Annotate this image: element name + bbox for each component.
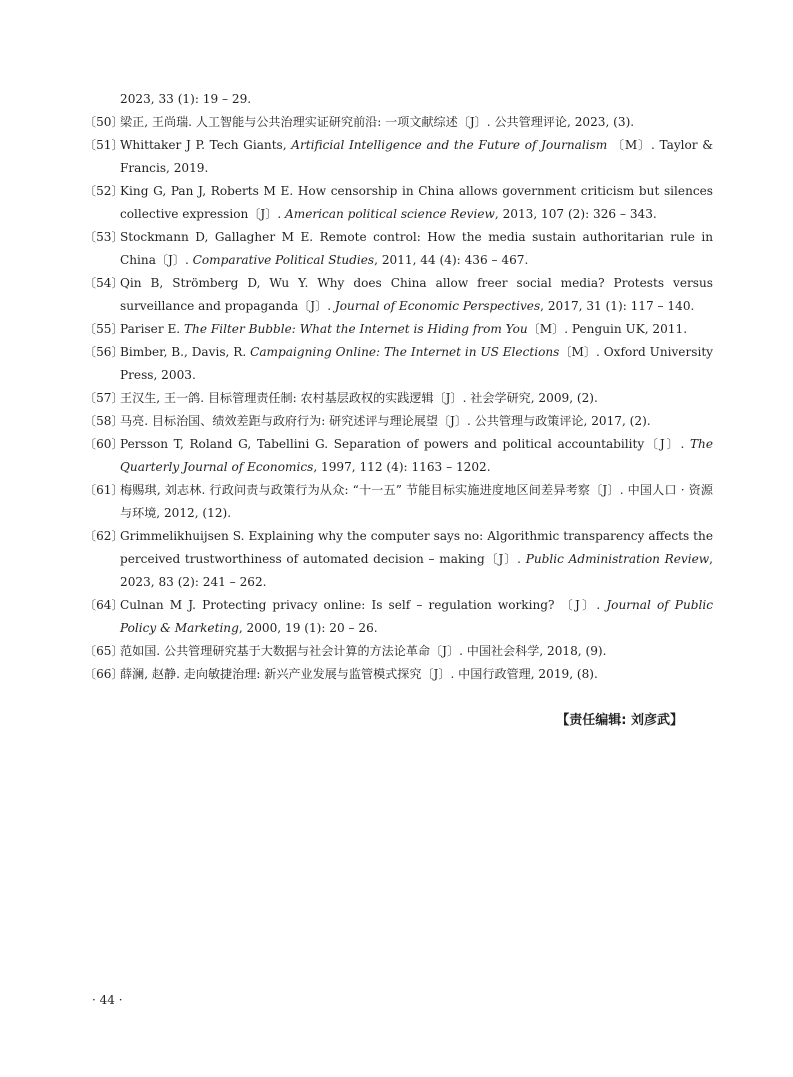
reference-item bbox=[84, 272, 713, 318]
reference-text: 〔M〕. Penguin UK, 2011. bbox=[527, 322, 688, 336]
reference-item bbox=[84, 88, 713, 111]
reference-number: 〔65〕 bbox=[84, 644, 124, 658]
reference-source-title: American political science Review bbox=[285, 207, 495, 221]
reference-number: 〔66〕 bbox=[84, 667, 124, 681]
reference-number: 〔54〕 bbox=[84, 276, 124, 290]
reference-text: Qin B, Strömberg D, Wu Y. Why does China allow freer social media? Protests versus surveillance and propaganda〔J〕. bbox=[120, 276, 713, 313]
reference-number: 〔61〕 bbox=[84, 483, 124, 497]
reference-item bbox=[84, 226, 713, 272]
reference-source-title: Artificial Intelligence and the Future of Journalism bbox=[291, 138, 608, 152]
reference-number: 〔62〕 bbox=[84, 529, 124, 543]
responsible-editor: 【责任编辑: 刘彦武】 bbox=[556, 713, 683, 728]
reference-item bbox=[84, 640, 713, 663]
reference-number: 〔52〕 bbox=[84, 184, 124, 198]
reference-number: 〔51〕 bbox=[84, 138, 124, 152]
reference-number: 〔50〕 bbox=[84, 115, 124, 129]
reference-item bbox=[84, 663, 713, 686]
reference-number: 〔56〕 bbox=[84, 345, 124, 359]
reference-text: Whittaker J P. Tech Giants, bbox=[120, 138, 292, 152]
reference-text: 范如国. 公共管理研究基于大数据与社会计算的方法论革命〔J〕. 中国社会科学, 2018, (9). bbox=[120, 644, 607, 658]
reference-text: Stockmann D, Gallagher M E. Remote control: How the media sustain authoritarian rule in China〔J〕. bbox=[120, 230, 713, 267]
reference-source-title: Public Administration Review bbox=[525, 552, 710, 566]
reference-text: , 2017, 31 (1): 117 – 140. bbox=[540, 299, 695, 313]
reference-text: 马亮. 目标治国、绩效差距与政府行为: 研究述评与理论展望〔J〕. 公共管理与政策评论, 2017, (2). bbox=[120, 414, 651, 428]
reference-text: 〔M〕. Oxford University Press, 2003. bbox=[120, 345, 714, 382]
reference-source-title: The Filter Bubble: What the Internet is Hiding from You bbox=[183, 322, 528, 336]
reference-item bbox=[84, 433, 713, 479]
reference-item bbox=[84, 387, 713, 410]
reference-text: , 2000, 19 (1): 20 – 26. bbox=[238, 621, 378, 635]
reference-item bbox=[84, 410, 713, 433]
reference-list bbox=[84, 88, 713, 686]
reference-number: 〔55〕 bbox=[84, 322, 124, 336]
reference-text: 王汉生, 王一鸽. 目标管理责任制: 农村基层政权的实践逻辑〔J〕. 社会学研究, 2009, (2). bbox=[120, 391, 598, 405]
reference-source-title: The Quarterly Journal of Economics bbox=[120, 437, 713, 474]
reference-item bbox=[84, 525, 713, 594]
reference-item bbox=[84, 341, 713, 387]
reference-item bbox=[84, 111, 713, 134]
reference-text: Persson T, Roland G, Tabellini G. Separation of powers and political accountability〔J〕. bbox=[120, 437, 690, 451]
reference-text: Culnan M J. Protecting privacy online: Is self – regulation working? 〔J〕. bbox=[120, 598, 607, 612]
reference-item bbox=[84, 318, 713, 341]
reference-item bbox=[84, 479, 713, 525]
reference-text: , 2013, 107 (2): 326 – 343. bbox=[494, 207, 657, 221]
reference-number: 〔64〕 bbox=[84, 598, 124, 612]
reference-number: 〔53〕 bbox=[84, 230, 124, 244]
reference-number: 〔58〕 bbox=[84, 414, 124, 428]
reference-source-title: Journal of Public Policy & Marketing bbox=[120, 598, 713, 635]
reference-number: 〔60〕 bbox=[84, 437, 124, 451]
reference-number: 〔57〕 bbox=[84, 391, 124, 405]
reference-text: Bimber, B., Davis, R. bbox=[120, 345, 251, 359]
reference-text: 2023, 33 (1): 19 – 29. bbox=[120, 92, 252, 106]
reference-text: 梅赐琪, 刘志林. 行政问责与政策行为从众: “十一五” 节能目标实施进度地区间差异考察〔J〕. 中国人口 · 资源与环境, 2012, (12). bbox=[120, 483, 713, 520]
reference-text: 〔M〕. Taylor & Francis, 2019. bbox=[120, 138, 714, 175]
reference-text: 薛澜, 赵静. 走向敏捷治理: 新兴产业发展与监管模式探究〔J〕. 中国行政管理, 2019, (8). bbox=[120, 667, 598, 681]
reference-text: Grimmelikhuijsen S. Explaining why the computer says no: Algorithmic transparency affects the perceived trustworthiness of automated decision – making〔J〕. bbox=[120, 529, 713, 566]
reference-text: 梁正, 王尚瑞. 人工智能与公共治理实证研究前沿: 一项文献综述〔J〕. 公共管理评论, 2023, (3). bbox=[120, 115, 635, 129]
reference-text: Pariser E. bbox=[120, 322, 184, 336]
reference-source-title: Campaigning Online: The Internet in US Elections bbox=[250, 345, 560, 359]
reference-item bbox=[84, 134, 713, 180]
reference-item bbox=[84, 594, 713, 640]
reference-text: , 2011, 44 (4): 436 – 467. bbox=[374, 253, 529, 267]
reference-source-title: Journal of Economic Perspectives bbox=[334, 299, 541, 313]
reference-text: , 2023, 83 (2): 241 – 262. bbox=[120, 552, 713, 589]
reference-item bbox=[84, 180, 713, 226]
reference-source-title: Comparative Political Studies bbox=[192, 253, 375, 267]
reference-text: King G, Pan J, Roberts M E. How censorship in China allows government criticism but silences collective expression〔J〕. bbox=[120, 184, 713, 221]
reference-text: , 1997, 112 (4): 1163 – 1202. bbox=[313, 460, 491, 474]
page-number: · 44 · bbox=[92, 993, 123, 1007]
